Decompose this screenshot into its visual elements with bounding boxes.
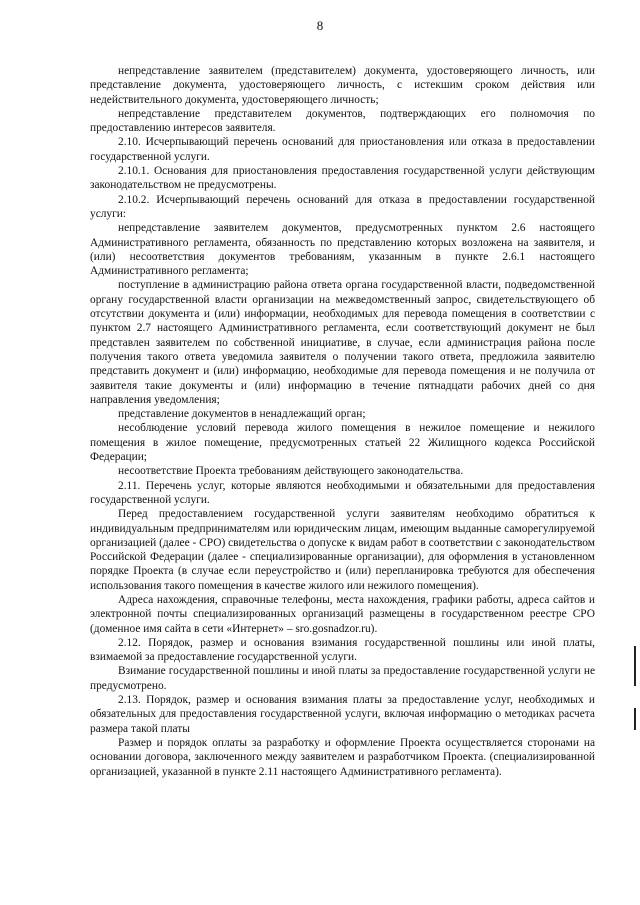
section-heading-2-13: 2.13. Порядок, размер и основания взимания платы за предоставление услуг, необходимых и обязательных для предоставления государственной услуги, включая информацию о методиках расчета размера такой платы	[90, 694, 595, 735]
page-number: 8	[316, 18, 324, 33]
paragraph: Перед предоставлением государственной услуги заявителям необходимо обратиться к индивидуальным предпринимателям или юридическим лицам, имеющим выданные саморегулируемой организацией (далее - СРО) свидетельства о допуске к видам работ в соответствии с законодательством Российской Федерации (далее - специализированные организации), для оформления в установленном порядке Проекта (в случае если переустройство и (или) перепланировка требуются для обеспечения использования такого помещения в качестве жилого или нежилого помещения).	[90, 508, 595, 592]
paragraph: несоблюдение условий перевода жилого помещения в нежилое помещение и нежилого помещения в жилое помещение, предусмотренных статьей 22 Жилищного кодекса Российской Федерации;	[90, 422, 595, 464]
scan-margin-mark	[634, 646, 636, 686]
section-heading-2-10: 2.10. Исчерпывающий перечень оснований для приостановления или отказа в предоставлении государственной услуги.	[90, 136, 595, 163]
section-heading-2-11: 2.11. Перечень услуг, которые являются необходимыми и обязательными для предоставления государственной услуги.	[90, 479, 595, 506]
paragraph: непредставление заявителем (представителем) документа, удостоверяющего личность, или представление документа, удостоверяющего личность, с истекшим сроком действия или недействительного документа, удостоверяющего личность;	[90, 65, 595, 106]
section-heading-2-12: 2.12. Порядок, размер и основания взимания государственной пошлины или иной платы, взимаемой за предоставление государственной услуги.	[90, 636, 595, 664]
paragraph: непредставление заявителем документов, предусмотренных пунктом 2.6 настоящего Административного регламента, обязанность по представлению которых возложена на заявителя, и (или) несоответствия документов требованиям, указанным в пункте 2.6.1 настоящего Административного регламента;	[90, 222, 595, 278]
paragraph: несоответствие Проекта требованиям действующего законодательства.	[118, 465, 464, 478]
paragraph: Адреса нахождения, справочные телефоны, места нахождения, графики работы, адреса сайтов и электронной почты специализированных организаций размещены в государственном реестре СРО (доменное имя сайта в сети «Интернет» – sro.gosnadzor.ru).	[90, 593, 595, 635]
section-heading-2-10-1: 2.10.1. Основания для приостановления предоставления государственной услуги действующим законодательством не предусмотрены.	[90, 165, 595, 192]
section-heading-2-10-2: 2.10.2. Исчерпывающий перечень оснований для отказа в предоставлении государственной услуги:	[90, 193, 595, 220]
paragraph: Взимание государственной пошлины и иной платы за предоставление государственной услуги не предусмотрено.	[90, 665, 595, 692]
paragraph: представление документов в ненадлежащий орган;	[118, 408, 366, 421]
paragraph: поступление в администрацию района ответа органа государственной власти, подведомственной органу государственной власти организации на межведомственный запрос, свидетельствующего об отсутствии документа и (или) информации, необходимых для перевода помещения в соответствии с пунктом 2.7 настоящего Административного регламента, если соответствующий документ не был представлен заявителем по собственной инициативе, в случае, если администрация района после получения такого ответа уведомила заявителя о получении такого ответа, предложила заявителю представить документ и (или) информацию, необходимые для перевода помещения и не получила от заявителя такие документы и (или) информацию в течение пятнадцати рабочих дней со дня направления уведомления;	[90, 279, 595, 406]
paragraph: Размер и порядок оплаты за разработку и оформление Проекта осуществляется сторонами на основании договора, заключенного между заявителем и разработчиком Проекта. (специализированной организацией, указанной в пункте 2.11 настоящего Административного регламента).	[90, 736, 595, 778]
document-body	[90, 64, 595, 779]
scan-margin-mark	[634, 708, 636, 730]
paragraph: непредставление представителем документов, подтверждающих его полномочия по предоставлению интересов заявителя.	[90, 107, 595, 135]
